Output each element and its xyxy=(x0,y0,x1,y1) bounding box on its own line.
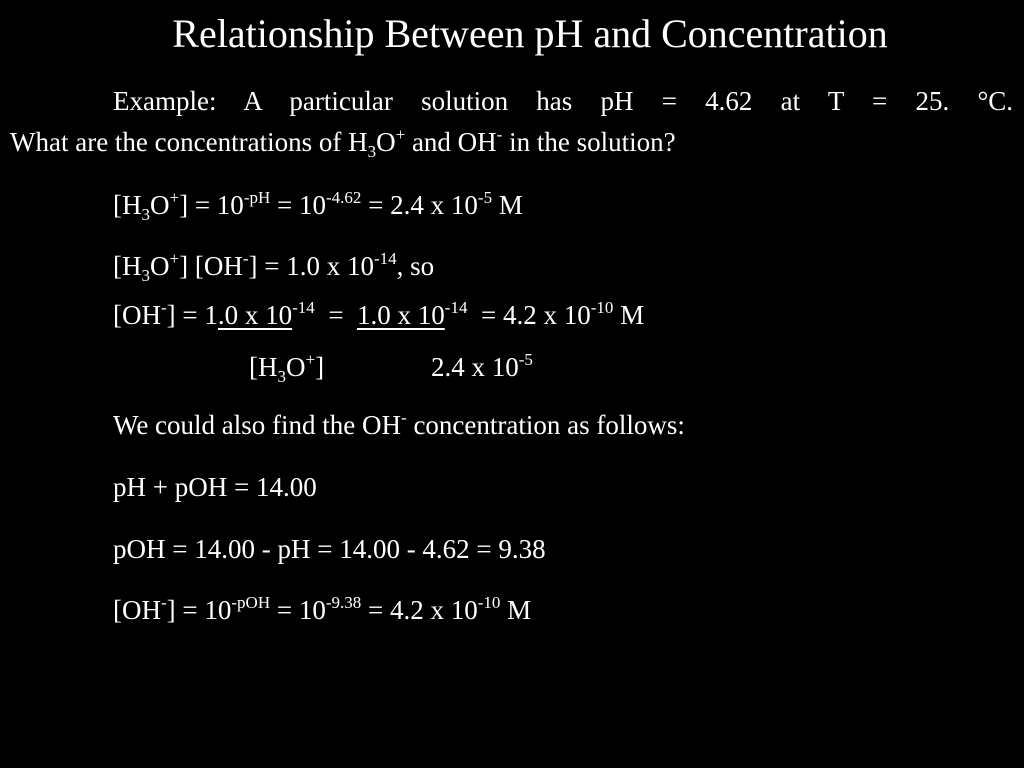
equation-oh-fraction-denominator-2: 2.4 x $10^{-5}$ xyxy=(431,350,533,382)
slide-title: Relationship Between pH and Concentration xyxy=(172,11,888,56)
alternative-intro: We could also find the OH- concentration as follows: xyxy=(113,408,685,440)
example-line-2: What are the concentrations of $H_3O^+$ and OH- in the solution? xyxy=(10,125,676,161)
equation-oh-fraction-numerator: [OH-] = 1.0 x $10^{-14} = 1.0$ x $10^{-14} = 4.2$ x $10^{-10}$ M xyxy=(113,298,645,330)
alternative-step-1: pH + pOH = 14.00 xyxy=(113,472,317,502)
equation-kw: $[H_3O^+] [OH^-] = 1.0$ x $10^{-14}$, so xyxy=(113,249,435,285)
example-line-1: Example: A particular solution has pH = 4.62 at T = 25. °C. xyxy=(113,86,1013,116)
equation-h3o-concentration: $[H_3O^+] = 10^{-pH} = 10^{-4.62} = 2.4$ x $10^{-5}$ M xyxy=(113,188,523,224)
equation-oh-fraction-denominator-1: $[H_3O^+]$ xyxy=(249,350,325,386)
alternative-step-3: $[OH^-] = 10^{-pOH} = 10^{-9.38} = 4.2$ x $10^{-10}$ M xyxy=(113,593,532,625)
alternative-step-2: pOH = 14.00 - pH = 14.00 - 4.62 = 9.38 xyxy=(113,534,546,564)
